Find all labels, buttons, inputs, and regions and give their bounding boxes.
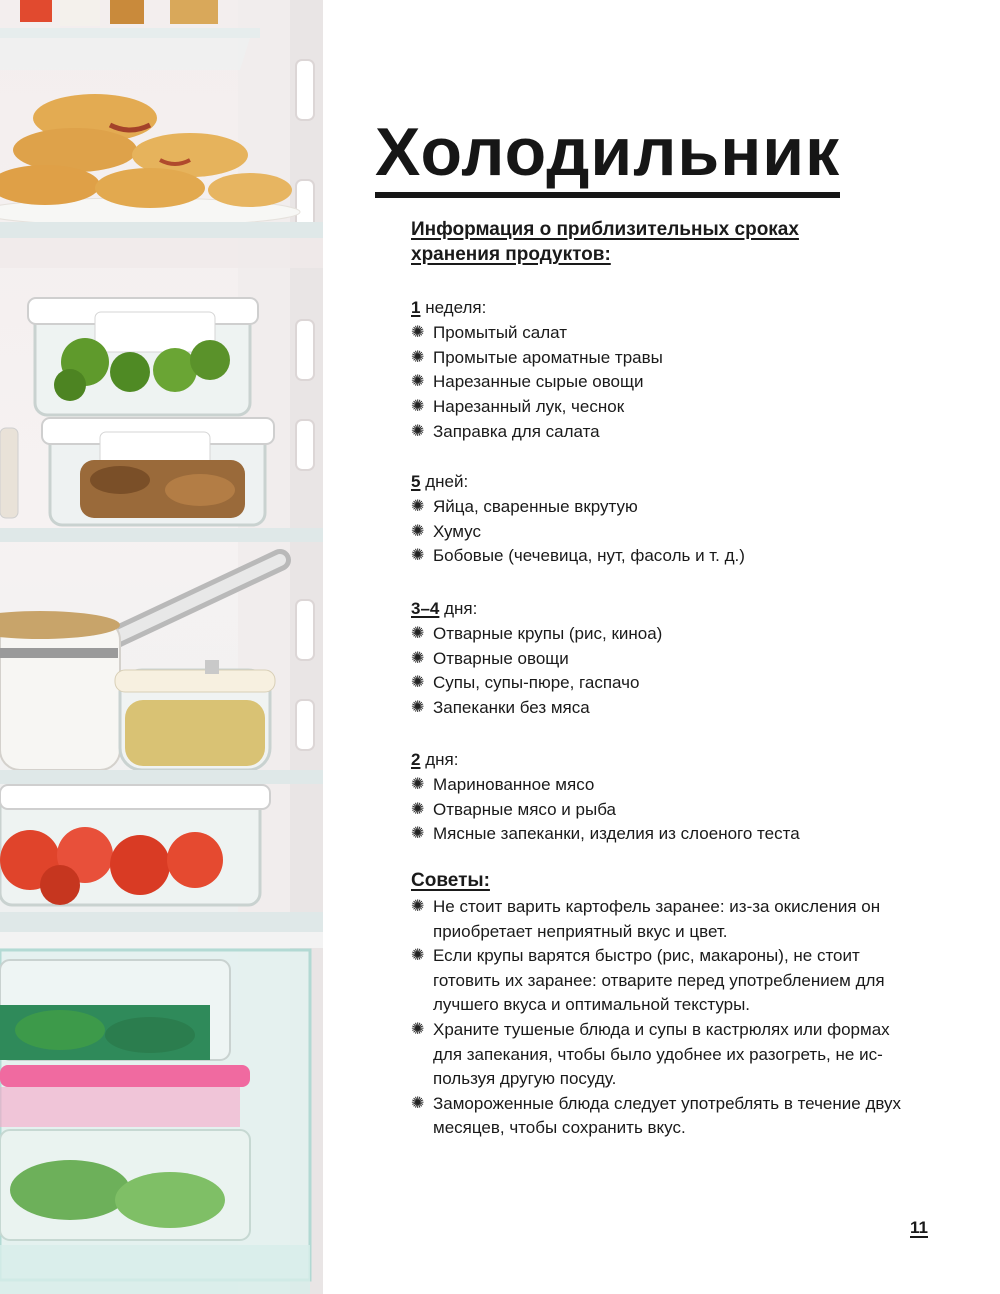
list-item: ✺ Промытый салат	[411, 321, 931, 346]
list-item: ✺ Бобовые (чечевица, нут, фасоль и т. д.)	[411, 544, 931, 569]
section-heading	[411, 597, 931, 622]
list-item: ✺ Нарезанные сырые овощи	[411, 370, 931, 395]
tomato-container	[0, 785, 270, 905]
list-item: ✺ Отварные крупы (рис, киноа)	[411, 622, 931, 647]
storage-subtitle: Информация о приблизительных сроках хранения продуктов:	[411, 219, 799, 265]
product-list	[411, 495, 931, 569]
product-list	[411, 622, 931, 721]
tips-block	[411, 895, 911, 1141]
section-number: 2	[411, 750, 421, 769]
section-5-days	[411, 470, 931, 569]
crisper-drawer	[0, 950, 310, 1294]
list-item: ✺ Яйца, сваренные вкрутую	[411, 495, 931, 520]
fridge-illustration	[0, 0, 323, 1294]
meat-container	[0, 418, 274, 525]
section-2-days	[411, 748, 931, 847]
list-item: ✺ Маринованное мясо	[411, 773, 931, 798]
tips-list	[411, 895, 911, 1141]
section-suffix: дней:	[420, 472, 469, 491]
section-3-4-days	[411, 597, 931, 721]
fridge-photo	[0, 0, 323, 1294]
section-heading	[411, 296, 931, 321]
list-item: ✺ Отварные мясо и рыба	[411, 798, 931, 823]
list-item: ✺ Мясные запеканки, изделия из слоеного теста	[411, 822, 931, 847]
tip-item: ✺ Храните тушеные блюда и супы в кастрюлях или формах для запекания, чтобы было удобнее их разогреть, не ис-пользуя другую посуду.	[411, 1018, 911, 1092]
section-suffix: неделя:	[420, 298, 487, 317]
tip-item: ✺ Если крупы варятся быстро (рис, макароны), не стоит готовить их заранее: отварите перед употреблением для лучшего вкуса и оптимальной текстуры.	[411, 944, 911, 1018]
product-list	[411, 773, 931, 847]
list-item: ✺ Отварные овощи	[411, 647, 931, 672]
hummus-jar	[115, 660, 275, 770]
section-suffix: дня:	[420, 750, 459, 769]
section-heading	[411, 748, 931, 773]
page-title: Холодильник	[375, 112, 840, 198]
list-item: ✺ Запеканки без мяса	[411, 696, 931, 721]
section-suffix: дня:	[439, 599, 478, 618]
section-heading	[411, 470, 931, 495]
jars-top	[20, 0, 218, 26]
tips-heading: Советы:	[411, 870, 490, 891]
broccoli-container	[28, 298, 258, 415]
section-1-week	[411, 296, 931, 445]
tip-item: ✺ Не стоит варить картофель заранее: из-за окисления он приобретает неприятный вкус и цвет.	[411, 895, 911, 944]
section-number: 1	[411, 298, 421, 317]
list-item: ✺ Нарезанный лук, чеснок	[411, 395, 931, 420]
list-item: ✺ Хумус	[411, 520, 931, 545]
list-item: ✺ Промытые ароматные травы	[411, 346, 931, 371]
section-number: 3–4	[411, 599, 440, 618]
tip-item: ✺ Замороженные блюда следует употреблять в течение двух месяцев, чтобы сохранить вкус.	[411, 1092, 911, 1141]
product-list	[411, 321, 931, 445]
page-number: 11	[910, 1218, 928, 1237]
list-item: ✺ Заправка для салата	[411, 420, 931, 445]
list-item: ✺ Супы, супы-пюре, гаспачо	[411, 671, 931, 696]
section-number: 5	[411, 472, 421, 491]
